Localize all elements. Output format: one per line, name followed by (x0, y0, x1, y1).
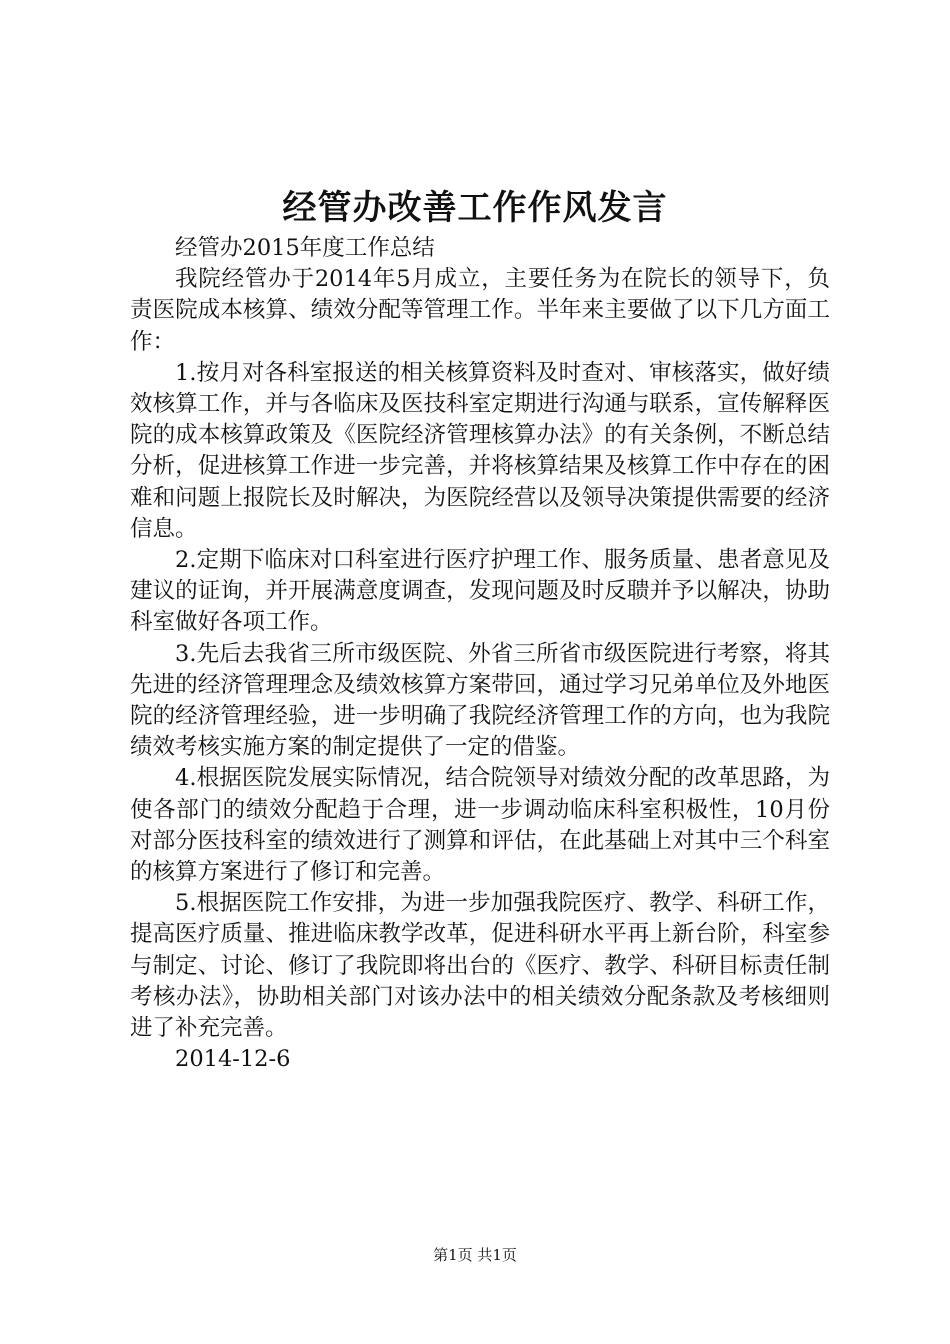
paragraph-date: 2014-12-6 (175, 1046, 291, 1073)
document-title: 经管办改善工作作风发言 (282, 188, 668, 228)
page-number: 第1页 (433, 1246, 473, 1264)
paragraph-item-1: 1.按月对各科室报送的相关核算资料及时查对、审核落实，做好绩效核算工作，并与各临床及医技科室定期进行沟通与联系，宣传解释医院的成本核算政策及《医院经济管理核算办法》的有关条例，不断总结分析，促进核算工作进一步完善，并将核算结果及核算工作中存在的困难和问题上报院长及时解决，为医院经营以及领导决策提供需要的经济信息。 (130, 359, 830, 542)
paragraph-subtitle: 经管办2015年度工作总结 (175, 235, 435, 261)
paragraph-item-2: 2.定期下临床对口科室进行医疗护理工作、服务质量、患者意见及建议的证询，并开展满意度调查，发现问题及时反聩并予以解决，协助科室做好各项工作。 (130, 547, 830, 636)
paragraph-intro: 我院经管办于2014年5月成立，主要任务为在院长的领导下，负责医院成本核算、绩效分配等管理工作。半年来主要做了以下几方面工作： (130, 266, 830, 355)
paragraph-item-5: 5.根据医院工作安排，为进一步加强我院医疗、教学、科研工作，提高医疗质量、推进临床教学改革，促进科研水平再上新台阶，科室参与制定、讨论、修订了我院即将出台的《医疗、教学、科研目标责任制考核办法》，协助相关部门对该办法中的相关绩效分配条款及考核细则进了补充完善。 (130, 890, 830, 1042)
page-total: 共1页 (477, 1246, 517, 1264)
paragraph-item-3: 3.先后去我省三所市级医院、外省三所省市级医院进行考察，将其先进的经济管理理念及绩效核算方案带回，通过学习兄弟单位及外地医院的经济管理经验，进一步明确了我院经济管理工作的方向，也为我院绩效考核实施方案的制定提供了一定的借鉴。 (130, 640, 830, 761)
paragraph-item-4: 4.根据医院发展实际情况，结合院领导对绩效分配的改革思路，为使各部门的绩效分配趋于合理，进一步调动临床科室积极性，10月份对部分医技科室的绩效进行了测算和评估，在此基础上对其中三个科室的核算方案进行了修订和完善。 (130, 765, 830, 886)
document-body (130, 233, 830, 1075)
page-footer (0, 1243, 950, 1267)
